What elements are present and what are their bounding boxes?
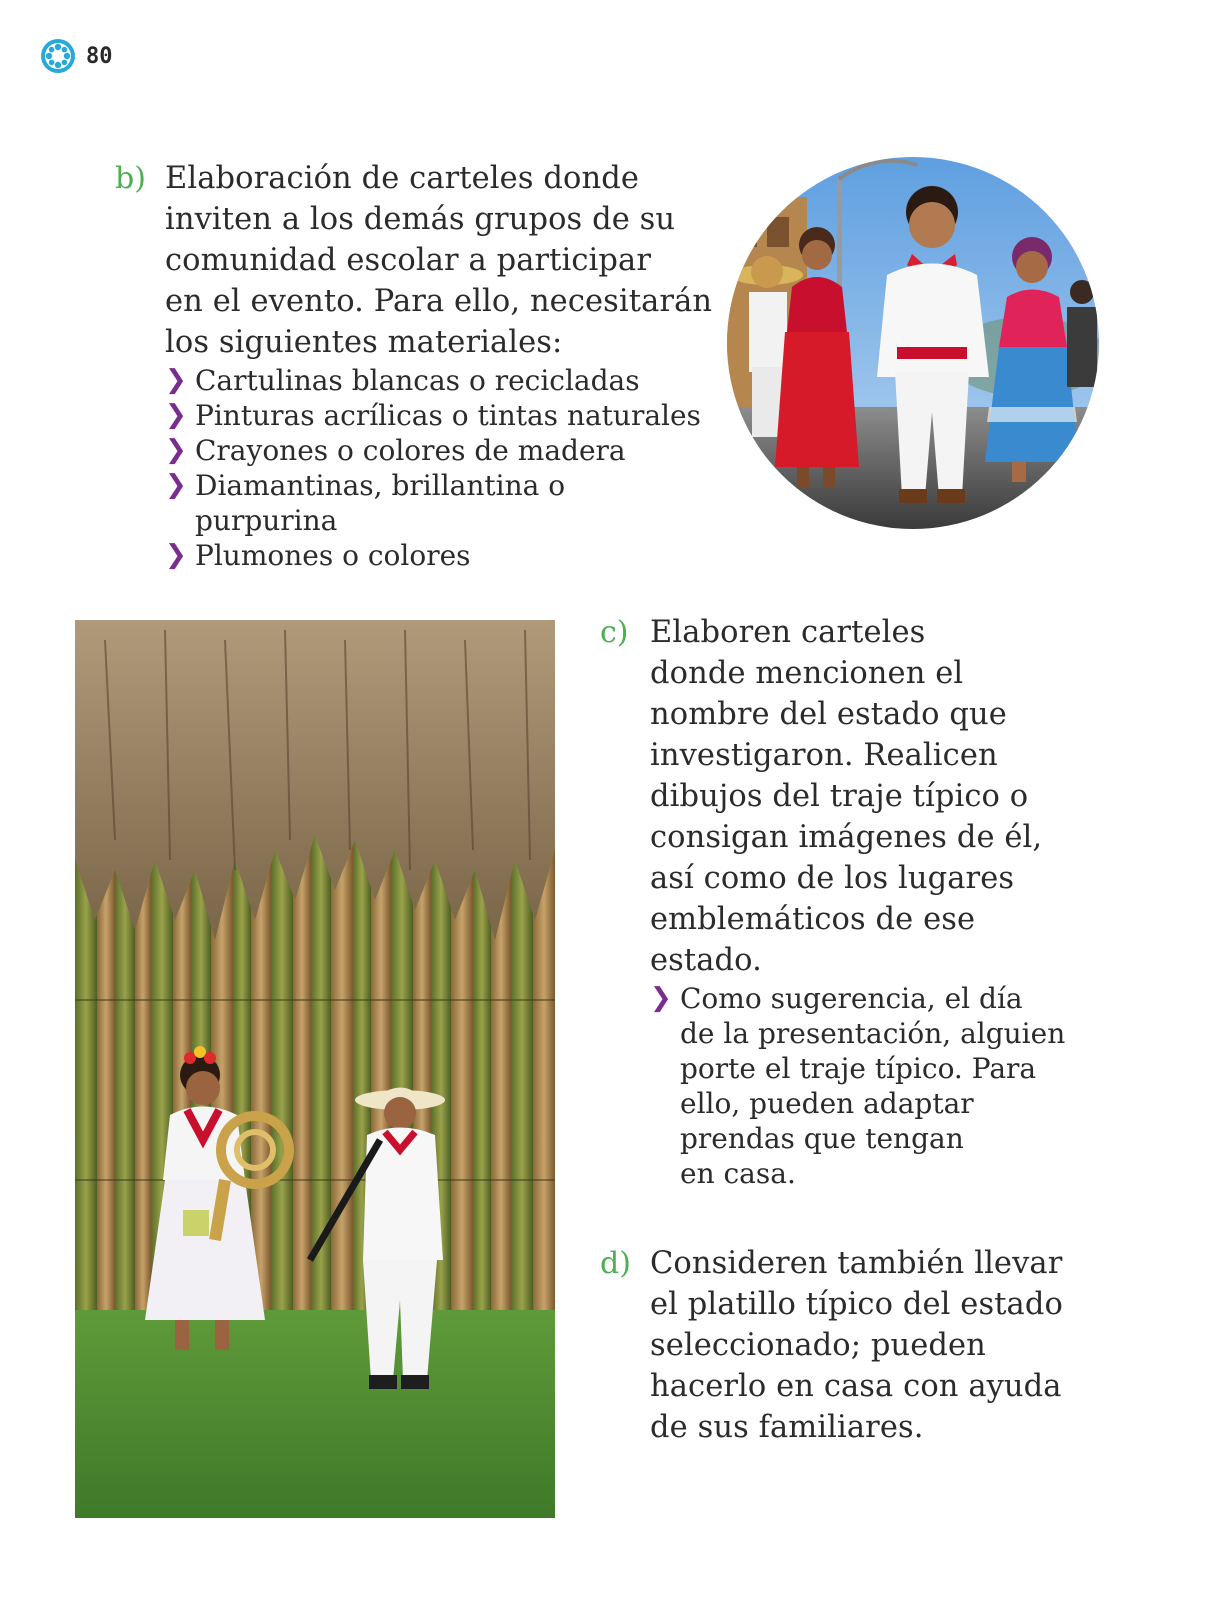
- text-line: Consideren también llevar: [650, 1246, 1063, 1281]
- musicians-photo: [75, 620, 555, 1518]
- chevron-right-icon: ❯: [165, 470, 187, 500]
- list-item: [165, 363, 725, 398]
- text-line: nombre del estado que: [650, 697, 1007, 732]
- text-line: investigaron. Realicen: [650, 738, 998, 773]
- list-item-text: en casa.: [680, 1157, 796, 1190]
- chevron-right-icon: ❯: [165, 540, 187, 570]
- page-header: [40, 38, 113, 74]
- text-line: hacerlo en casa con ayuda: [650, 1369, 1062, 1404]
- list-item-text: Diamantinas, brillantina o: [195, 469, 566, 502]
- chevron-right-icon: ❯: [650, 983, 672, 1013]
- text-line: estado.: [650, 943, 762, 978]
- suggestion-list: [650, 981, 1080, 1191]
- text-line: así como de los lugares: [650, 861, 1015, 896]
- list-item-text: Como sugerencia, el día: [680, 982, 1023, 1015]
- section-c-text: [650, 612, 1080, 981]
- list-item: [650, 981, 1080, 1191]
- text-line: inviten a los demás grupos de su: [165, 202, 676, 237]
- list-item: [165, 433, 725, 468]
- section-b-text: [165, 158, 725, 363]
- parade-photo: [727, 157, 1099, 529]
- text-line: dibujos del traje típico o: [650, 779, 1029, 814]
- list-item-text: porte el traje típico. Para: [680, 1052, 1037, 1085]
- text-line: emblemáticos de ese: [650, 902, 976, 937]
- text-line: el platillo típico del estado: [650, 1287, 1063, 1322]
- section-d-text: [650, 1243, 1090, 1448]
- list-item-text: Crayones o colores de madera: [195, 434, 626, 467]
- text-line: Elaboración de carteles donde: [165, 161, 639, 196]
- materials-list: [165, 363, 725, 573]
- text-line: consigan imágenes de él,: [650, 820, 1043, 855]
- list-item-text: Pinturas acrílicas o tintas naturales: [195, 399, 701, 432]
- flower-emblem-icon: [40, 38, 76, 74]
- text-line: seleccionado; pueden: [650, 1328, 986, 1363]
- list-item-text: Plumones o colores: [195, 539, 471, 572]
- list-item: [165, 398, 725, 433]
- text-line: en el evento. Para ello, necesitarán: [165, 284, 713, 319]
- section-letter-b: b): [115, 161, 146, 196]
- section-letter-c: c): [600, 615, 629, 650]
- list-item-text: prendas que tengan: [680, 1122, 964, 1155]
- text-line: Elaboren carteles: [650, 615, 926, 650]
- text-line: de sus familiares.: [650, 1410, 924, 1445]
- section-letter-d: d): [600, 1246, 631, 1281]
- list-item-text: Cartulinas blancas o recicladas: [195, 364, 640, 397]
- list-item-text: ello, pueden adaptar: [680, 1087, 974, 1120]
- page-number: 80: [86, 43, 113, 69]
- chevron-right-icon: ❯: [165, 365, 187, 395]
- text-line: donde mencionen el: [650, 656, 964, 691]
- list-item: [165, 538, 725, 573]
- text-line: comunidad escolar a participar: [165, 243, 651, 278]
- list-item-text: de la presentación, alguien: [680, 1017, 1066, 1050]
- chevron-right-icon: ❯: [165, 435, 187, 465]
- list-item-text: purpurina: [195, 504, 338, 537]
- list-item: [165, 468, 725, 538]
- chevron-right-icon: ❯: [165, 400, 187, 430]
- text-line: los siguientes materiales:: [165, 325, 563, 360]
